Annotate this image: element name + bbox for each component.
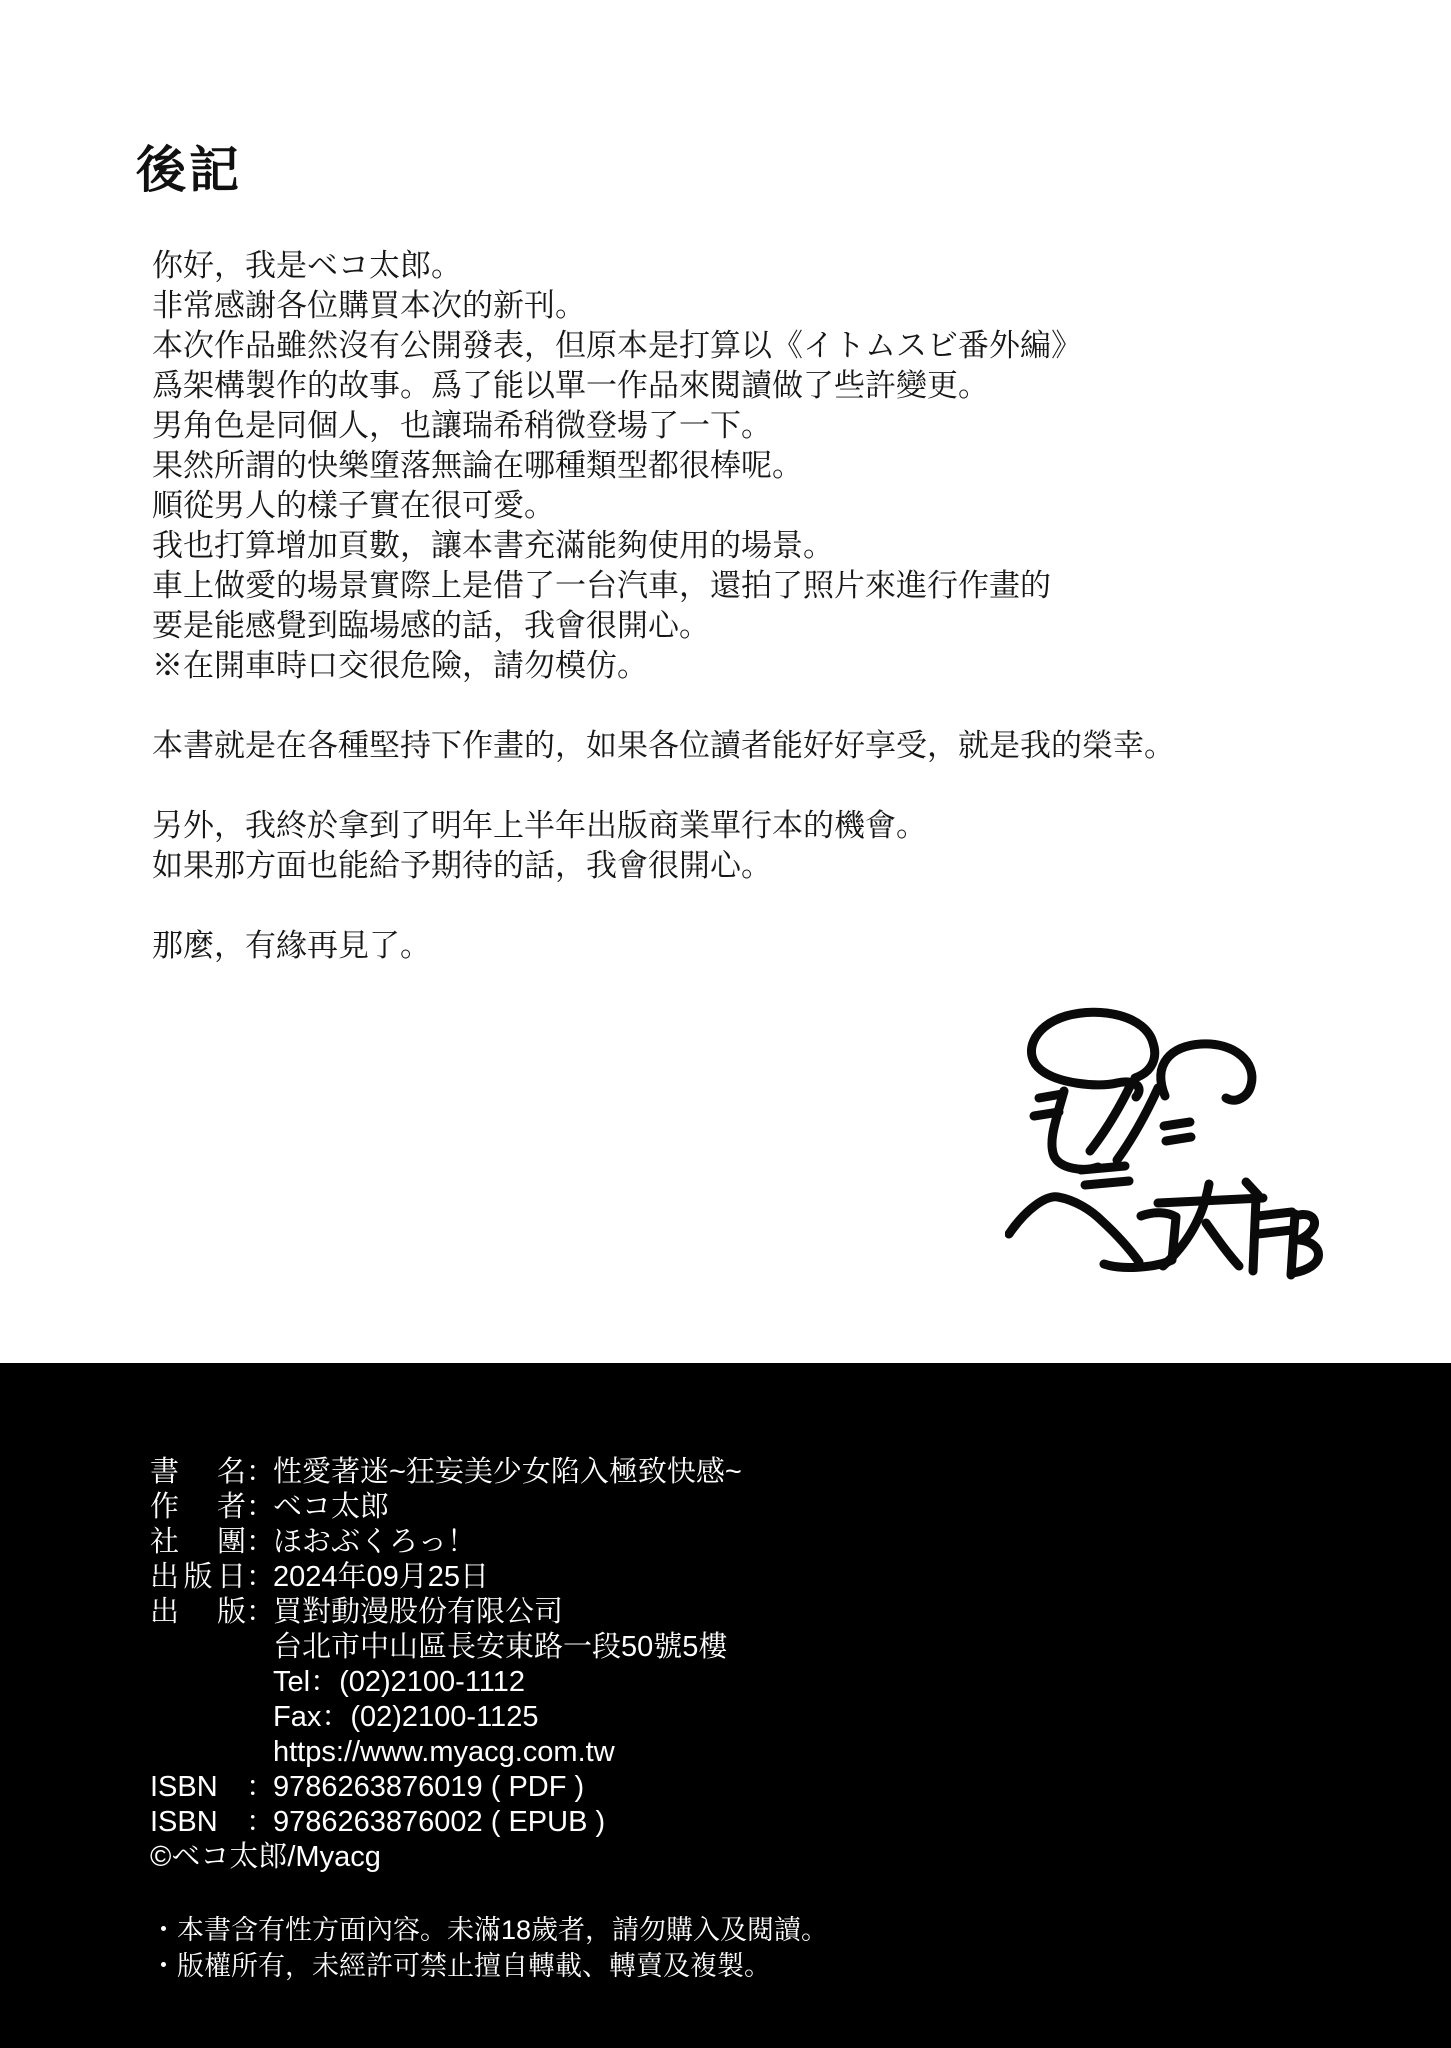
colophon-label: 書 名: [150, 1456, 246, 1488]
doodle-stroke: [1085, 1181, 1129, 1185]
colophon-colon: ：: [246, 1596, 276, 1628]
colophon-label: [150, 1700, 246, 1735]
colophon-value: 2024年09月25日: [273, 1561, 490, 1593]
body-line: 男角色是同個人，也讓瑞希稍微登場了一下。: [152, 408, 772, 443]
colophon-label: 出 版: [150, 1596, 246, 1628]
colophon-label: 社 團: [150, 1526, 246, 1558]
page-title: 後記: [136, 142, 242, 198]
colophon-row: [150, 1595, 1391, 1630]
body-line: 順從男人的樣子實在很可愛。: [152, 488, 555, 523]
colophon-value: 9786263876019 ( PDF ): [273, 1771, 585, 1803]
doodle-stroke: [1206, 1223, 1239, 1266]
colophon-row: [150, 1455, 1391, 1490]
colophon-value: 9786263876002 ( EPUB ): [273, 1806, 606, 1838]
colophon-label: ISBN: [150, 1771, 218, 1803]
doodle-stroke: [1164, 1122, 1190, 1126]
body-line: [152, 766, 1175, 806]
colophon-colon: ：: [246, 1561, 276, 1593]
body-line: 爲架構製作的故事。爲了能以單一作品來閱讀做了些許變更。: [152, 368, 989, 403]
notice-line: ・版權所有，未經許可禁止擅自轉載、轉賣及複製。: [150, 1951, 771, 1981]
colophon-value: Tel：(02)2100-1112: [273, 1666, 526, 1698]
colophon-label: [150, 1630, 246, 1665]
doodle-stroke: [1246, 1182, 1258, 1195]
notice-line: ・本書含有性方面內容。未滿18歲者，請勿購入及閱讀。: [150, 1915, 829, 1945]
colophon-label: ISBN: [150, 1806, 218, 1838]
colophon-rows: [150, 1455, 1391, 1840]
colophon-block: [0, 1363, 1451, 2048]
signature-doodle: [1005, 1000, 1335, 1295]
body-line: 如果那方面也能給予期待的話，我會很開心。: [152, 848, 772, 883]
body-line: 果然所謂的快樂墮落無論在哪種類型都很棒呢。: [152, 448, 803, 483]
doodle-cloud-left: [1031, 1012, 1154, 1097]
colophon-row: [150, 1735, 1391, 1770]
colophon-row: [150, 1525, 1391, 1560]
doodle-stroke: [1081, 1166, 1125, 1170]
colophon-value: 台北市中山區長安東路一段50號5樓: [273, 1631, 728, 1663]
colophon-colon: ：: [246, 1526, 276, 1558]
doodle-stroke: [1052, 1091, 1098, 1169]
colophon-row: [150, 1665, 1391, 1700]
colophon-label: [150, 1665, 246, 1700]
colophon-row: [150, 1560, 1391, 1595]
colophon-value: https://www.myacg.com.tw: [273, 1736, 615, 1768]
doodle-stroke: [1258, 1230, 1292, 1234]
doodle-cloud-right: [1161, 1044, 1252, 1100]
colophon-value: ほおぶくろっ！: [273, 1526, 477, 1558]
doodle-stroke: [1009, 1197, 1139, 1262]
body-line: 另外，我終於拿到了明年上半年出版商業單行本的機會。: [152, 808, 927, 843]
colophon-value: ベコ太郎: [273, 1491, 390, 1523]
doodle-stroke: [1258, 1212, 1292, 1216]
colophon-row: [150, 1770, 1391, 1805]
body-line: 本次作品雖然沒有公開發表，但原本是打算以《イトムスビ番外編》: [152, 328, 1082, 363]
colophon-row: [150, 1700, 1391, 1735]
body-line: 車上做愛的場景實際上是借了一台汽車，還拍了照片來進行作畫的: [152, 568, 1051, 603]
colophon-label: 出版日: [150, 1561, 246, 1593]
doodle-stroke: [1158, 1198, 1263, 1203]
body-line: ※在開車時口交很危險，請勿模仿。: [152, 648, 648, 683]
body-line: 你好，我是ベコ太郎。: [152, 248, 462, 283]
colophon-value: 買對動漫股份有限公司: [273, 1596, 564, 1628]
doodle-stroke: [1166, 1137, 1191, 1141]
colophon-row: [150, 1490, 1391, 1525]
body-line: [152, 686, 1175, 726]
doodle-stroke: [1291, 1214, 1295, 1275]
colophon-colon: ：: [246, 1491, 276, 1523]
copyright-line: ©ベコ太郎/Myacg: [150, 1841, 381, 1873]
colophon-label: 作 者: [150, 1491, 246, 1523]
body-line: 我也打算增加頁數，讓本書充滿能夠使用的場景。: [152, 528, 834, 563]
body-line: 那麼，有緣再見了。: [152, 928, 431, 963]
colophon-colon: ：: [246, 1456, 276, 1488]
colophon-value: Fax：(02)2100-1125: [273, 1701, 539, 1733]
signature-doodle-svg: [1005, 1000, 1335, 1290]
colophon-value: 性愛著迷~狂妄美少女陷入極致快感~: [273, 1456, 742, 1488]
colophon-row: [150, 1630, 1391, 1665]
body-line: 要是能感覺到臨場感的話，我會很開心。: [152, 608, 710, 643]
notices: [150, 1912, 1391, 1984]
body-line: [152, 886, 1175, 926]
afterword-body: [152, 246, 1175, 966]
body-line: 非常感謝各位購買本次的新刊。: [152, 288, 586, 323]
colophon-label: [150, 1735, 246, 1770]
body-line: 本書就是在各種堅持下作畫的，如果各位讀者能好好享受，就是我的榮幸。: [152, 728, 1175, 763]
colophon-colon: ：: [246, 1806, 276, 1838]
colophon-row: [150, 1805, 1391, 1840]
colophon-colon: ：: [246, 1771, 276, 1803]
